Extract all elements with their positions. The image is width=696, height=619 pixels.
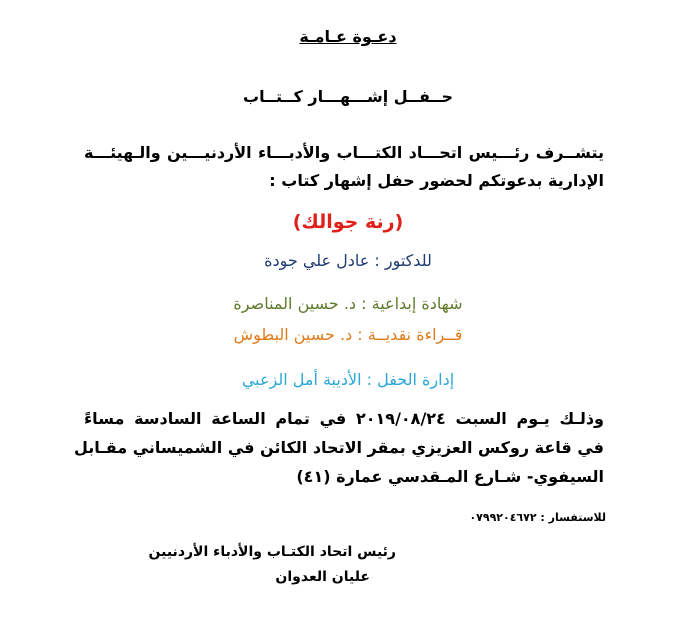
event-subtitle: حــفــل إشـــهـــار كــتــاب: [243, 87, 453, 106]
signature-title: رئيس اتحاد الكتـاب والأدباء الأردنيين: [148, 544, 396, 560]
signature-name: عليان العدوان: [275, 569, 370, 585]
testimony-line: شهادة إبداعية : د. حسين المناصرة: [233, 294, 463, 313]
intro-line-2: الإدارية بدعوتكم لحضور حفل إشهار كتاب :: [269, 171, 604, 190]
book-title: (رنة جوالك): [292, 211, 404, 233]
details-line-2: في قاعة روكس العزيزي بمقر الاتحاد الكائن في الشميساني مقـابل: [73, 438, 604, 457]
host-line: إدارة الحفل : الأديبة أمل الزعبي: [241, 370, 455, 389]
inquiry-phone: للاستفسار : ٠٧٩٩٢٠٤٦٧٢: [469, 511, 606, 524]
author-line: للدكتور : عادل علي جودة: [264, 251, 432, 270]
details-line-1: وذلـك يـوم السبت ٢٠١٩/٠٨/٢٤ في تمام الساعة السادسة مساءً: [84, 409, 605, 428]
critique-line: قــراءة نقديــة : د. حسين البطوش: [233, 325, 463, 344]
details-line-3: السيفوي- شـارع المـقدسي عمارة (٤١): [296, 467, 604, 486]
invitation-title: دعـوة عـامـة: [299, 27, 397, 46]
intro-line-1: يتشــرف رئـــيس اتحـــاد الكتـــاب والأدبـــاء الأردنيـــين والـهيئـــة: [84, 143, 604, 162]
